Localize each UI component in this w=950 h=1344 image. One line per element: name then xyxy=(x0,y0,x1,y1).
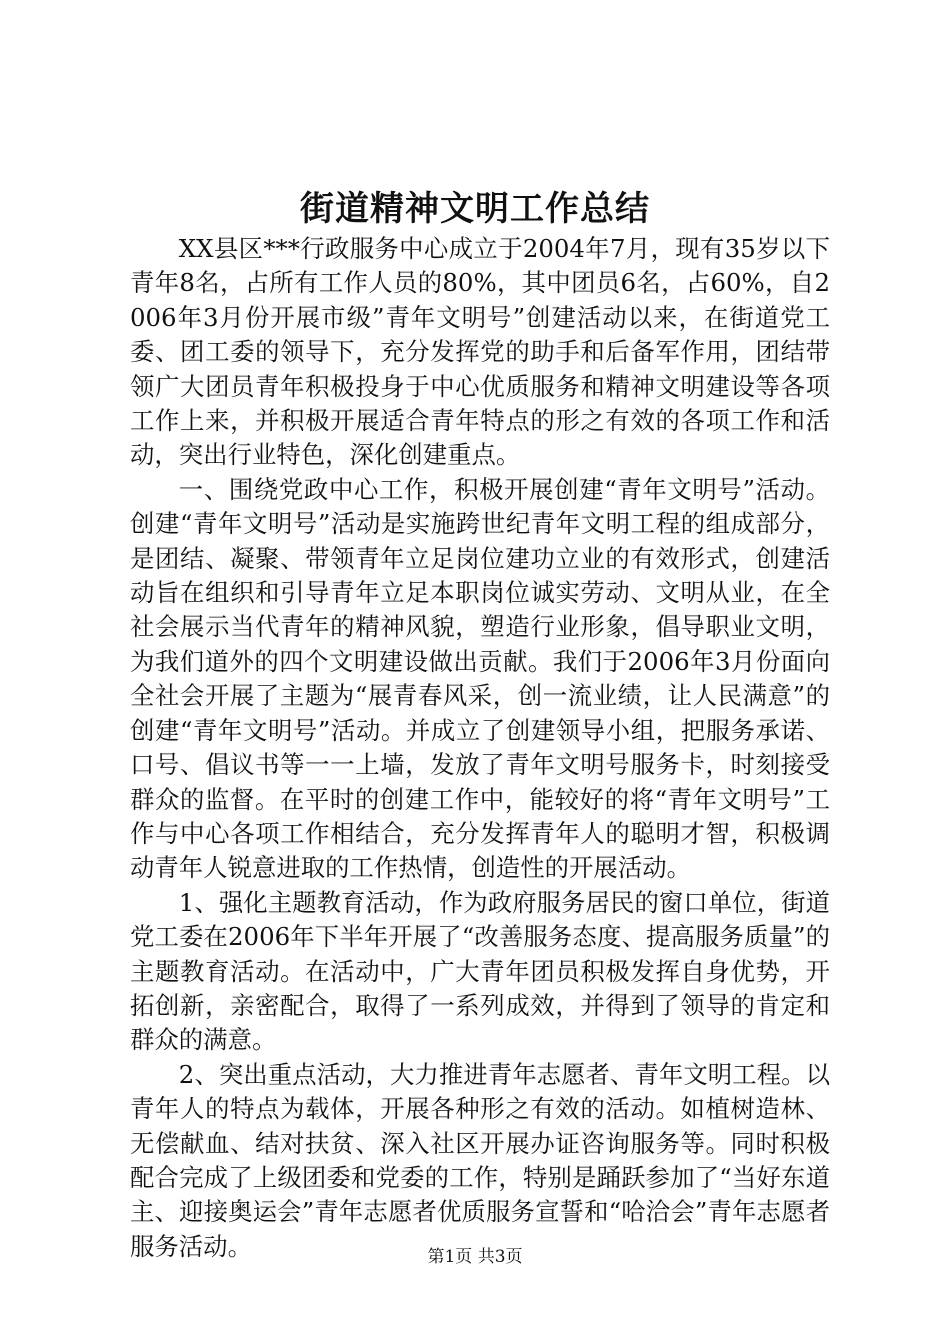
paragraph-section-1: 一、围绕党政中心工作，积极开展创建“青年文明号”活动。创建“青年文明号”活动是实施跨世纪青年文明工程的组成部分，是团结、凝聚、带领青年立足岗位建功立业的有效形式，创建活动旨在组织和引导青年立足本职岗位诚实劳动、文明从业，在全社会展示当代青年的精神风貌，塑造行业形象，倡导职业文明，为我们道外的四个文明建设做出贡献。我们于2006年3月份面向全社会开展了主题为“展青春风采，创一流业绩，让人民满意”的创建“青年文明号”活动。并成立了创建领导小组，把服务承诺、口号、倡议书等一一上墙，发放了青年文明号服务卡，时刻接受群众的监督。在平时的创建工作中，能较好的将“青年文明号”工作与中心各项工作相结合，充分发挥青年人的聪明才智，积极调动青年人锐意进取的工作热情，创造性的开展活动。 xyxy=(130,474,830,883)
document-title: 街道精神文明工作总结 xyxy=(300,189,650,229)
page-number-footer: 第1页 共3页 xyxy=(427,1247,523,1267)
paragraph-item-2: 2、突出重点活动，大力推进青年志愿者、青年文明工程。以青年人的特点为载体，开展各种形之有效的活动。如植树造林、无偿献血、结对扶贫、深入社区开展办证咨询服务等。同时积极配合完成了上级团委和党委的工作，特别是踊跃参加了“当好东道主、迎接奥运会”青年志愿者优质服务宣誓和“哈洽会”青年志愿者服务活动。 xyxy=(130,1059,830,1261)
paragraph-intro: XX县区***行政服务中心成立于2004年7月，现有35岁以下青年8名，占所有工作人员的80%，其中团员6名，占60%，自2006年3月份开展市级”青年文明号”创建活动以来，在街道党工委、团工委的领导下，充分发挥党的助手和后备军作用，团结带领广大团员青年积极投身于中心优质服务和精神文明建设等各项工作上来，并积极开展适合青年特点的形之有效的各项工作和活动，突出行业特色，深化创建重点。 xyxy=(130,234,830,470)
document-body xyxy=(130,232,830,1264)
paragraph-item-1: 1、强化主题教育活动，作为政府服务居民的窗口单位，街道党工委在2006年下半年开展了“改善服务态度、提高服务质量”的主题教育活动。在活动中，广大青年团员积极发挥自身优势，开拓创新，亲密配合，取得了一系列成效，并得到了领导的肯定和群众的满意。 xyxy=(130,887,830,1055)
